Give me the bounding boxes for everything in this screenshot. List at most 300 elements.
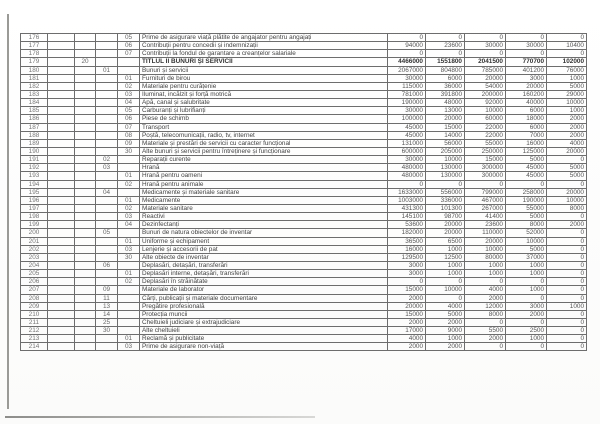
amount-cell: 10000 (547, 196, 587, 204)
paragraph-code-cell (118, 164, 140, 172)
code-col-a-cell (48, 237, 75, 245)
paragraph-code-cell: 03 (118, 343, 140, 351)
amount-cell: 190000 (388, 99, 426, 107)
amount-cell: 2000 (547, 221, 587, 229)
chapter-code-cell (75, 42, 96, 50)
code-col-a-cell (48, 139, 75, 147)
amount-cell: 0 (547, 34, 587, 42)
amount-cell: 60000 (465, 115, 506, 123)
chapter-code-cell (75, 99, 96, 107)
amount-cell: 0 (465, 343, 506, 351)
amount-cell: 0 (506, 294, 547, 302)
code-col-a-cell (48, 180, 75, 188)
amount-cell: 2000 (465, 335, 506, 343)
amount-cell: 55000 (465, 139, 506, 147)
chapter-code-cell (75, 50, 96, 58)
article-code-cell (96, 90, 118, 98)
amount-cell: 12000 (465, 302, 506, 310)
budget-table-body (21, 34, 587, 351)
description-cell: Contribuții pentru concedii și indemnizații (140, 42, 388, 50)
code-col-a-cell (48, 58, 75, 66)
amount-cell: 40000 (506, 99, 547, 107)
amount-cell: 5500 (465, 327, 506, 335)
row-number-cell: 183 (21, 90, 48, 98)
code-col-a-cell (48, 261, 75, 269)
amount-cell: 7000 (506, 131, 547, 139)
description-cell: Medicamente și materiale sanitare (140, 188, 388, 196)
amount-cell: 0 (547, 253, 587, 261)
paragraph-code-cell: 04 (118, 99, 140, 107)
row-number-cell: 180 (21, 66, 48, 74)
amount-cell: 0 (547, 278, 587, 286)
code-col-a-cell (48, 286, 75, 294)
chapter-code-cell (75, 286, 96, 294)
paragraph-code-cell: 01 (118, 172, 140, 180)
table-row (21, 74, 587, 82)
amount-cell: 2500 (506, 327, 547, 335)
description-cell: Protecția muncii (140, 310, 388, 318)
article-code-cell (96, 99, 118, 107)
amount-cell: 0 (506, 50, 547, 58)
paragraph-code-cell (118, 156, 140, 164)
table-row (21, 107, 587, 115)
amount-cell: 2000 (388, 343, 426, 351)
amount-cell: 1000 (426, 335, 465, 343)
amount-cell: 0 (426, 180, 465, 188)
code-col-a-cell (48, 50, 75, 58)
amount-cell: 20000 (465, 74, 506, 82)
code-col-a-cell (48, 131, 75, 139)
paragraph-code-cell: 08 (118, 131, 140, 139)
article-code-cell: 13 (96, 302, 118, 310)
description-cell: Materiale sanitare (140, 204, 388, 212)
description-cell: Cărți, publicații și materiale documentare (140, 294, 388, 302)
paragraph-code-cell: 07 (118, 50, 140, 58)
amount-cell: 125000 (506, 147, 547, 155)
code-col-a-cell (48, 294, 75, 302)
amount-cell: 1000 (465, 270, 506, 278)
chapter-code-cell: 20 (75, 58, 96, 66)
amount-cell: 0 (547, 318, 587, 326)
amount-cell: 101300 (426, 204, 465, 212)
row-number-cell: 181 (21, 74, 48, 82)
amount-cell: 0 (547, 286, 587, 294)
paragraph-code-cell: 03 (118, 90, 140, 98)
row-number-cell: 213 (21, 335, 48, 343)
amount-cell: 0 (465, 180, 506, 188)
amount-cell: 48000 (426, 99, 465, 107)
amount-cell: 1000 (547, 107, 587, 115)
table-row (21, 213, 587, 221)
amount-cell: 5000 (506, 213, 547, 221)
row-number-cell: 203 (21, 253, 48, 261)
row-number-cell: 204 (21, 261, 48, 269)
description-cell: Transport (140, 123, 388, 131)
paragraph-code-cell (118, 188, 140, 196)
amount-cell: 205000 (426, 147, 465, 155)
amount-cell: 0 (388, 180, 426, 188)
table-row (21, 99, 587, 107)
chapter-code-cell (75, 180, 96, 188)
amount-cell: 770700 (506, 58, 547, 66)
amount-cell: 8000 (506, 221, 547, 229)
paragraph-code-cell: 05 (118, 107, 140, 115)
paragraph-code-cell (118, 229, 140, 237)
amount-cell: 10000 (426, 156, 465, 164)
table-row (21, 278, 587, 286)
article-code-cell: 06 (96, 261, 118, 269)
paragraph-code-cell (118, 302, 140, 310)
article-code-cell: 09 (96, 286, 118, 294)
amount-cell: 3000 (388, 261, 426, 269)
table-row (21, 139, 587, 147)
row-number-cell: 208 (21, 294, 48, 302)
table-row (21, 50, 587, 58)
paragraph-code-cell (118, 310, 140, 318)
paragraph-code-cell (118, 294, 140, 302)
amount-cell: 20000 (426, 221, 465, 229)
paragraph-code-cell: 01 (118, 237, 140, 245)
amount-cell: 145100 (388, 213, 426, 221)
amount-cell: 53600 (388, 221, 426, 229)
chapter-code-cell (75, 66, 96, 74)
row-number-cell: 202 (21, 245, 48, 253)
row-number-cell: 182 (21, 82, 48, 90)
chapter-code-cell (75, 34, 96, 42)
table-row (21, 115, 587, 123)
amount-cell: 160200 (506, 90, 547, 98)
article-code-cell: 30 (96, 327, 118, 335)
article-code-cell (96, 253, 118, 261)
amount-cell: 20000 (388, 302, 426, 310)
amount-cell: 1000 (426, 270, 465, 278)
code-col-a-cell (48, 318, 75, 326)
amount-cell: 0 (547, 156, 587, 164)
chapter-code-cell (75, 335, 96, 343)
amount-cell: 15000 (388, 310, 426, 318)
article-code-cell: 25 (96, 318, 118, 326)
paragraph-code-cell: 06 (118, 42, 140, 50)
chapter-code-cell (75, 343, 96, 351)
amount-cell: 15000 (426, 123, 465, 131)
amount-cell: 6000 (506, 107, 547, 115)
amount-cell: 0 (547, 237, 587, 245)
row-number-cell: 177 (21, 42, 48, 50)
amount-cell: 1000 (465, 261, 506, 269)
paragraph-code-cell: 06 (118, 115, 140, 123)
chapter-code-cell (75, 82, 96, 90)
paragraph-code-cell: 01 (118, 196, 140, 204)
code-col-a-cell (48, 213, 75, 221)
amount-cell: 0 (426, 294, 465, 302)
article-code-cell (96, 278, 118, 286)
article-code-cell (96, 180, 118, 188)
row-number-cell: 185 (21, 107, 48, 115)
article-code-cell (96, 204, 118, 212)
amount-cell: 10400 (547, 42, 587, 50)
description-cell: Hrană (140, 164, 388, 172)
chapter-code-cell (75, 310, 96, 318)
amount-cell: 1000 (426, 261, 465, 269)
paragraph-code-cell: 07 (118, 123, 140, 131)
table-row (21, 229, 587, 237)
amount-cell: 0 (426, 50, 465, 58)
table-row (21, 237, 587, 245)
amount-cell: 182000 (388, 229, 426, 237)
amount-cell: 130000 (426, 164, 465, 172)
amount-cell: 0 (388, 278, 426, 286)
article-code-cell (96, 237, 118, 245)
code-col-a-cell (48, 196, 75, 204)
amount-cell: 22000 (465, 123, 506, 131)
article-code-cell: 04 (96, 188, 118, 196)
table-row (21, 270, 587, 278)
article-code-cell: 02 (96, 156, 118, 164)
amount-cell: 45000 (388, 123, 426, 131)
amount-cell: 1000 (506, 335, 547, 343)
paragraph-code-cell (118, 261, 140, 269)
description-cell: Contribuții la fondul de garantare a creanțelor salariale (140, 50, 388, 58)
row-number-cell: 198 (21, 213, 48, 221)
paragraph-code-cell: 05 (118, 34, 140, 42)
amount-cell: 23600 (426, 42, 465, 50)
paragraph-code-cell: 04 (118, 221, 140, 229)
table-row (21, 245, 587, 253)
paragraph-code-cell: 02 (118, 82, 140, 90)
table-row (21, 327, 587, 335)
paragraph-code-cell: 01 (118, 335, 140, 343)
article-code-cell (96, 74, 118, 82)
amount-cell: 20000 (506, 82, 547, 90)
description-cell: Alte obiecte de inventar (140, 253, 388, 261)
amount-cell: 1000 (506, 286, 547, 294)
description-cell: Reparații curente (140, 156, 388, 164)
row-number-cell: 210 (21, 310, 48, 318)
chapter-code-cell (75, 147, 96, 155)
amount-cell: 467000 (465, 196, 506, 204)
amount-cell: 30000 (465, 42, 506, 50)
code-col-a-cell (48, 302, 75, 310)
page-left-edge-shadow (7, 14, 9, 409)
code-col-a-cell (48, 172, 75, 180)
amount-cell: 0 (547, 261, 587, 269)
description-cell: Uniforme și echipament (140, 237, 388, 245)
amount-cell: 5000 (547, 164, 587, 172)
code-col-a-cell (48, 74, 75, 82)
amount-cell: 4000 (465, 286, 506, 294)
chapter-code-cell (75, 107, 96, 115)
paragraph-code-cell: 02 (118, 180, 140, 188)
article-code-cell (96, 172, 118, 180)
amount-cell: 20000 (426, 115, 465, 123)
amount-cell: 41400 (465, 213, 506, 221)
amount-cell: 3000 (506, 74, 547, 82)
code-col-a-cell (48, 278, 75, 286)
amount-cell: 0 (547, 310, 587, 318)
amount-cell: 0 (388, 50, 426, 58)
chapter-code-cell (75, 90, 96, 98)
description-cell: Poștă, telecomunicații, radio, tv, internet (140, 131, 388, 139)
row-number-cell: 179 (21, 58, 48, 66)
code-col-a-cell (48, 335, 75, 343)
description-cell: Bunuri de natura obiectelor de inventar (140, 229, 388, 237)
amount-cell: 1551800 (426, 58, 465, 66)
amount-cell: 6500 (426, 237, 465, 245)
amount-cell: 300000 (465, 172, 506, 180)
amount-cell: 4000 (547, 139, 587, 147)
budget-table (20, 33, 587, 351)
article-code-cell (96, 335, 118, 343)
article-code-cell (96, 196, 118, 204)
amount-cell: 14000 (426, 131, 465, 139)
code-col-a-cell (48, 164, 75, 172)
description-cell: Dezinfectanți (140, 221, 388, 229)
amount-cell: 102000 (547, 58, 587, 66)
paragraph-code-cell: 01 (118, 74, 140, 82)
amount-cell: 0 (547, 245, 587, 253)
amount-cell: 129500 (388, 253, 426, 261)
article-code-cell (96, 50, 118, 58)
chapter-code-cell (75, 188, 96, 196)
amount-cell: 0 (506, 343, 547, 351)
amount-cell: 0 (547, 294, 587, 302)
amount-cell: 10000 (465, 107, 506, 115)
amount-cell: 29000 (547, 90, 587, 98)
code-col-a-cell (48, 99, 75, 107)
amount-cell: 30000 (388, 156, 426, 164)
table-row (21, 82, 587, 90)
paragraph-code-cell (118, 286, 140, 294)
article-code-cell (96, 107, 118, 115)
amount-cell: 5000 (506, 156, 547, 164)
chapter-code-cell (75, 318, 96, 326)
amount-cell: 10000 (506, 237, 547, 245)
amount-cell: 20000 (465, 237, 506, 245)
paragraph-code-cell (118, 327, 140, 335)
article-code-cell (96, 131, 118, 139)
amount-cell: 250000 (465, 147, 506, 155)
amount-cell: 5000 (547, 172, 587, 180)
table-row (21, 164, 587, 172)
amount-cell: 8000 (465, 310, 506, 318)
table-row (21, 156, 587, 164)
article-code-cell (96, 343, 118, 351)
amount-cell: 98700 (426, 213, 465, 221)
description-cell: TITLUL II BUNURI ȘI SERVICII (140, 58, 388, 66)
chapter-code-cell (75, 131, 96, 139)
paragraph-code-cell (118, 58, 140, 66)
amount-cell: 5000 (506, 245, 547, 253)
table-row (21, 90, 587, 98)
amount-cell: 336000 (426, 196, 465, 204)
chapter-code-cell (75, 229, 96, 237)
code-col-a-cell (48, 156, 75, 164)
row-number-cell: 191 (21, 156, 48, 164)
code-col-a-cell (48, 107, 75, 115)
row-number-cell: 201 (21, 237, 48, 245)
paragraph-code-cell (118, 66, 140, 74)
chapter-code-cell (75, 123, 96, 131)
chapter-code-cell (75, 278, 96, 286)
chapter-code-cell (75, 156, 96, 164)
description-cell: Pregătire profesională (140, 302, 388, 310)
paragraph-code-cell: 01 (118, 270, 140, 278)
amount-cell: 52000 (506, 229, 547, 237)
amount-cell: 20000 (547, 188, 587, 196)
amount-cell: 0 (426, 278, 465, 286)
paragraph-code-cell: 09 (118, 139, 140, 147)
code-col-a-cell (48, 123, 75, 131)
description-cell: Reactivi (140, 213, 388, 221)
paragraph-code-cell: 30 (118, 147, 140, 155)
amount-cell: 0 (465, 278, 506, 286)
chapter-code-cell (75, 261, 96, 269)
table-row (21, 253, 587, 261)
code-col-a-cell (48, 204, 75, 212)
amount-cell: 0 (547, 343, 587, 351)
description-cell: Hrană pentru animale (140, 180, 388, 188)
article-code-cell: 11 (96, 294, 118, 302)
amount-cell: 0 (547, 335, 587, 343)
paragraph-code-cell: 02 (118, 204, 140, 212)
paragraph-code-cell: 30 (118, 253, 140, 261)
amount-cell: 55000 (506, 204, 547, 212)
code-col-a-cell (48, 42, 75, 50)
amount-cell: 0 (547, 327, 587, 335)
page-bottom-edge-shadow (5, 416, 315, 418)
amount-cell: 36500 (388, 237, 426, 245)
article-code-cell: 05 (96, 229, 118, 237)
paragraph-code-cell: 02 (118, 278, 140, 286)
amount-cell: 36000 (426, 82, 465, 90)
article-code-cell (96, 34, 118, 42)
paragraph-code-cell: 03 (118, 245, 140, 253)
description-cell: Deplasări în străinătate (140, 278, 388, 286)
chapter-code-cell (75, 204, 96, 212)
article-code-cell (96, 221, 118, 229)
row-number-cell: 212 (21, 327, 48, 335)
chapter-code-cell (75, 196, 96, 204)
amount-cell: 4466000 (388, 58, 426, 66)
amount-cell: 781000 (388, 90, 426, 98)
description-cell: Prime de asigurare viață plătite de angajator pentru angajați (140, 34, 388, 42)
code-col-a-cell (48, 343, 75, 351)
row-number-cell: 195 (21, 188, 48, 196)
row-number-cell: 176 (21, 34, 48, 42)
table-row (21, 335, 587, 343)
amount-cell: 391800 (426, 90, 465, 98)
article-code-cell (96, 245, 118, 253)
amount-cell: 2000 (547, 123, 587, 131)
amount-cell: 556000 (426, 188, 465, 196)
table-row (21, 131, 587, 139)
row-number-cell: 211 (21, 318, 48, 326)
description-cell: Deplasări interne, detașări, transferări (140, 270, 388, 278)
code-col-a-cell (48, 310, 75, 318)
amount-cell: 5000 (426, 310, 465, 318)
chapter-code-cell (75, 302, 96, 310)
amount-cell: 37000 (506, 253, 547, 261)
row-number-cell: 184 (21, 99, 48, 107)
amount-cell: 45000 (388, 131, 426, 139)
amount-cell: 45000 (506, 172, 547, 180)
amount-cell: 92000 (465, 99, 506, 107)
amount-cell: 0 (465, 318, 506, 326)
amount-cell: 2000 (426, 343, 465, 351)
amount-cell: 30000 (388, 107, 426, 115)
amount-cell: 190000 (506, 196, 547, 204)
row-number-cell: 189 (21, 139, 48, 147)
